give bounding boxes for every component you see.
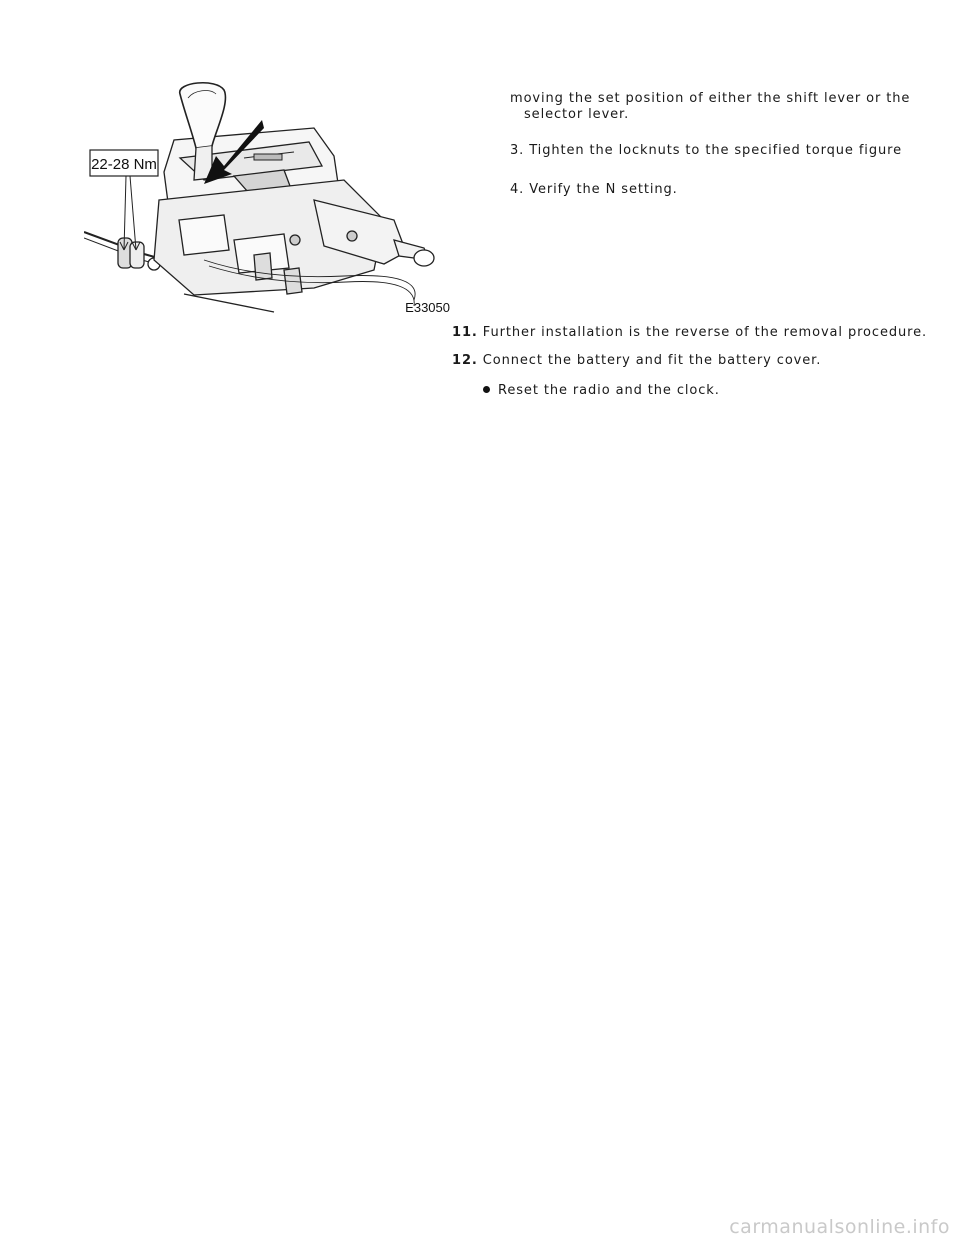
shift-lever-illustration bbox=[84, 80, 454, 316]
step-11-text: Further installation is the reverse of the removal procedure. bbox=[482, 325, 928, 340]
substep-4: 4. Verify the N setting. bbox=[510, 182, 678, 197]
substep-3: 3. Tighten the locknuts to the specified torque figure bbox=[510, 143, 902, 158]
site-watermark: carmanualsonline.info bbox=[729, 1216, 950, 1238]
step-12 bbox=[452, 353, 821, 369]
bullet-item bbox=[483, 383, 720, 399]
continuation-line-2: selector lever. bbox=[524, 107, 630, 122]
continuation-line-1: moving the set position of either the shift lever or the bbox=[510, 91, 911, 106]
step-12-text: Connect the battery and fit the battery cover. bbox=[482, 353, 822, 368]
torque-label: 22-28 Nm bbox=[91, 156, 157, 173]
step-11-number: 11. bbox=[452, 325, 478, 340]
step-12-number: 12. bbox=[452, 353, 478, 368]
step-11 bbox=[452, 325, 927, 341]
bullet-icon bbox=[483, 386, 490, 393]
bullet-text: Reset the radio and the clock. bbox=[498, 383, 720, 398]
figure-id: E33050 bbox=[405, 300, 450, 315]
